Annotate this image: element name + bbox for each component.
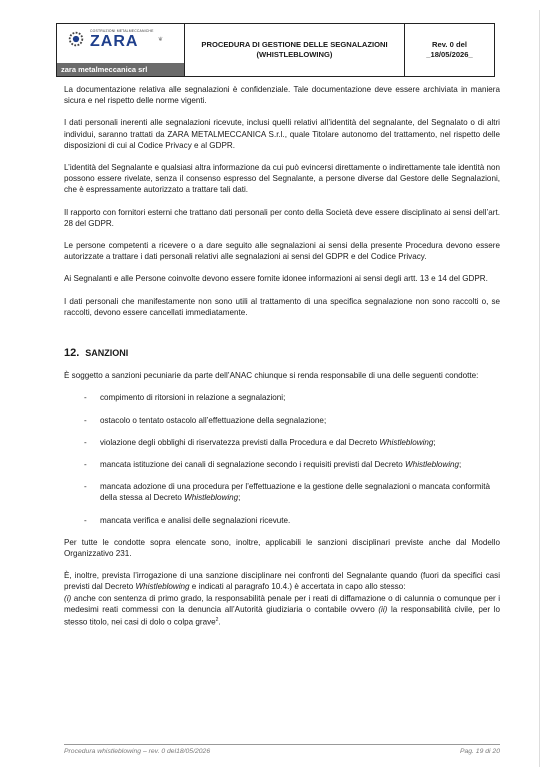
document-title	[185, 24, 405, 76]
text-run: e indicati al paragrafo 10.4.) è accertata in capo allo stesso:	[189, 582, 406, 592]
text-emphasis: (ii)	[378, 604, 388, 614]
text-emphasis: (i)	[64, 593, 72, 603]
list-item-emphasis: Whistleblowing	[405, 460, 460, 470]
list-item	[64, 392, 500, 403]
footnote-marker: 2	[215, 617, 219, 624]
page-footer	[64, 744, 500, 755]
list-item-text: ostacolo o tentato ostacolo all’effettuazione della segnalazione;	[100, 415, 327, 425]
revision-label: Rev. 0 del	[432, 40, 467, 49]
list-item	[64, 481, 500, 503]
list-item-text: mancata istituzione dei canali di segnalazione secondo i requisiti previsti dal Decreto	[100, 460, 406, 470]
company-logo	[57, 24, 185, 76]
document-header	[56, 23, 495, 77]
logo-brand: ZARA	[90, 33, 139, 50]
footer-document-name: Procedura whistleblowing – rev. 0 del18/05/2026	[64, 748, 211, 755]
text-run: È, inoltre, prevista l’irrogazione di una sanzione disciplinare nei confronti del Segnalante quando (fuori da specifici casi previsti dal Decreto	[64, 571, 500, 592]
list-item-emphasis: Whistleblowing	[379, 437, 434, 447]
paragraph: I dati personali inerenti alle segnalazioni ricevute, inclusi quelli relativi all’identità del segnalante, del Segnalato o di altri individui, saranno trattati da ZARA METALMECCANICA S.r.l., quale Titolare autonomo del trattamento, nel rispetto delle disposizioni di cui al Codice Privacy e al GDPR.	[64, 118, 500, 150]
paragraph: Il rapporto con fornitori esterni che trattano dati personali per conto della Società deve essere disciplinato ai sensi dell’art. 28 del GDPR.	[64, 207, 500, 228]
text-run: la responsabilità civile, per lo stesso titolo, nei casi di dolo o colpa grave	[64, 604, 500, 627]
final-paragraph	[64, 570, 500, 628]
list-item-text: violazione degli obblighi di riservatezza previsti dalla Procedura e dal Decreto	[100, 437, 380, 447]
gear-logo-icon	[67, 30, 85, 48]
text-run: .	[218, 617, 221, 627]
document-body	[64, 84, 500, 639]
list-item-text: compimento di ritorsioni in relazione a segnalazioni;	[100, 393, 286, 403]
paragraph: Ai Segnalanti e alle Persone coinvolte devono essere fornite idonee informazioni ai sensi degli artt. 13 e 14 del GDPR.	[64, 274, 488, 284]
list-item	[64, 515, 500, 526]
paragraph: I dati personali che manifestamente non sono utili al trattamento di una specifica segnalazione non sono raccolti o, se raccolti, devono essere cancellati immediatamente.	[64, 296, 500, 317]
list-item-end: ;	[238, 493, 241, 503]
list-item-end: ;	[459, 460, 462, 470]
text-emphasis: Whistleblowing	[135, 582, 190, 592]
footer-page-number: Pag. 19 di 20	[459, 748, 500, 755]
logo-tagline: COSTRUZIONI METALMECCANICHE	[90, 29, 154, 33]
section-intro: È soggetto a sanzioni pecuniarie da parte dell’ANAC chiunque si renda responsabile di una delle seguenti condotte:	[64, 371, 479, 381]
flag-icon: ❦	[158, 37, 164, 43]
list-item-text: mancata adozione di una procedura per l’effettuazione e la gestione delle segnalazioni o mancata conformità della stessa al Decreto	[100, 482, 490, 503]
paragraph: Le persone competenti a ricevere o a dare seguito alle segnalazioni ai sensi della presente Procedura devono essere autorizzate a trattare i dati personali relativi alle segnalazioni ai sensi del GDPR e del Codice Privacy.	[64, 241, 500, 262]
section-title: SANZIONI	[85, 348, 129, 359]
paragraph: La documentazione relativa alle segnalazioni è confidenziale. Tale documentazione deve essere archiviata in maniera sicura e nel rispetto delle norme vigenti.	[64, 85, 500, 106]
sanctions-list	[64, 392, 500, 525]
list-item-end: ;	[433, 437, 436, 447]
paragraph: Per tutte le condotte sopra elencate sono, inoltre, applicabili le sanzioni disciplinari previste anche dal Modello Organizzativo 231.	[64, 537, 500, 559]
section-heading	[64, 348, 500, 359]
title-line-1: PROCEDURA DI GESTIONE DELLE SEGNALAZIONI	[201, 40, 388, 49]
list-item-emphasis: Whistleblowing	[184, 493, 239, 503]
text-run: anche con sentenza di primo grado, la responsabilità penale per i reati di diffamazione o di calunnia o comunque per i medesimi reati commessi con la denuncia all’Autorità giudiziaria o contabile ovvero	[64, 593, 500, 614]
list-item	[64, 459, 500, 470]
logo-company-name: zara metalmeccanica srl	[57, 63, 184, 76]
list-item-text: mancata verifica e analisi delle segnalazioni ricevute.	[100, 515, 291, 525]
page-edge-line	[539, 10, 540, 767]
section-number: 12.	[64, 347, 80, 360]
revision-box	[405, 24, 494, 76]
title-line-2: (WHISTLEBLOWING)	[256, 50, 333, 59]
list-item	[64, 437, 500, 448]
revision-date: _18/05/2026_	[426, 50, 473, 59]
list-item	[64, 415, 500, 426]
paragraph: L’identità del Segnalante e qualsiasi altra informazione da cui può evincersi direttamente o indirettamente tale identità non possono essere rivelate, senza il consenso espresso del Segnalante, a persone diverse dal Gestore delle Segnalazioni, che è espressamente autorizzato a trattare tali dati.	[64, 163, 500, 195]
